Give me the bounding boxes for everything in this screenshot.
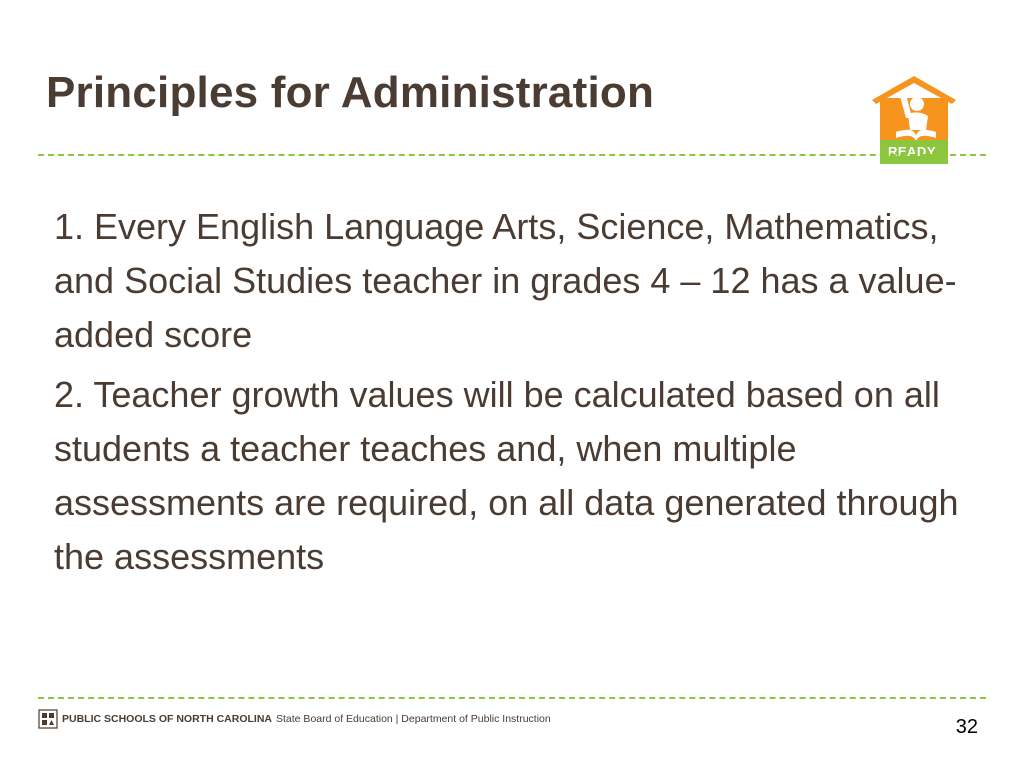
point-1: 1. Every English Language Arts, Science, Mathematics, and Social Studies teacher in grades 4 – 12 has a value-added score [54,206,957,355]
top-divider [38,154,986,156]
footer-organization: PUBLIC SCHOOLS OF NORTH CAROLINA [62,713,272,725]
point-2: 2. Teacher growth values will be calculated based on all students a teacher teaches and, when multiple assessments are required, on all data generated through the assessments [54,374,959,577]
slide-body [54,200,974,590]
footer-subtitle: State Board of Education | Department of Public Instruction [276,713,551,725]
slide-title: Principles for Administration [46,68,655,117]
bottom-divider [38,697,986,699]
page-number: 32 [955,716,978,738]
ready-logo [870,74,958,166]
nc-seal-icon [38,709,58,729]
ready-logo-label: READY [887,144,936,159]
footer [38,708,551,730]
